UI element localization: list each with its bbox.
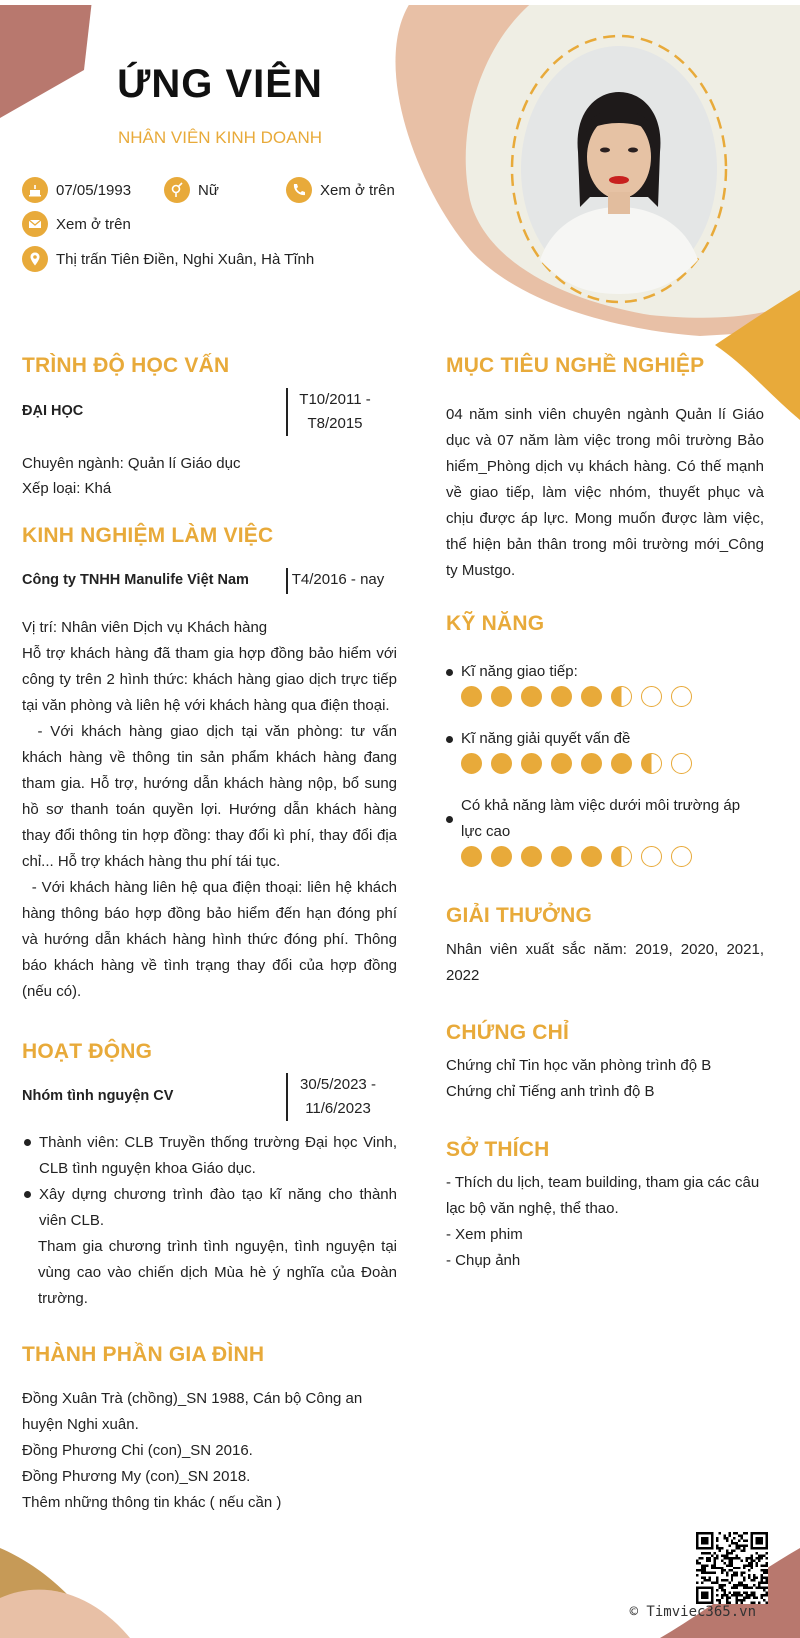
- education-degree: ĐẠI HỌC: [22, 403, 84, 419]
- rating-dot: [521, 753, 542, 774]
- map-pin-icon: [22, 246, 48, 272]
- bullet-dot: [24, 1139, 31, 1146]
- activities-date: [286, 1073, 388, 1121]
- awards-title: GIẢI THƯỞNG: [446, 904, 593, 927]
- skill-label-text: Kĩ năng giải quyết vấn đề: [461, 730, 631, 747]
- rating-dot: [641, 686, 662, 707]
- candidate-name: ỨNG VIÊN: [117, 62, 323, 106]
- skill-label-text: Có khả năng làm việc dưới môi trường áp lực cao: [461, 797, 741, 840]
- rating-dot: [671, 686, 692, 707]
- skill-item: [446, 726, 630, 752]
- education-date-end: T8/2015: [307, 415, 363, 432]
- family-line: Đồng Xuân Trà (chồng)_SN 1988, Cán bộ Công an huyện Nghi xuân.: [22, 1390, 363, 1433]
- bullet-dot: [24, 1191, 31, 1198]
- skill-rating: [461, 753, 701, 774]
- birthday-item: [22, 177, 131, 203]
- skill-rating: [461, 686, 701, 707]
- activities-extra: Tham gia chương trình tình nguyện, tình nguyện tại vùng cao vào chiến dịch Mùa hè ý nghĩa của Đoàn trường.: [38, 1238, 397, 1307]
- objective-title: MỤC TIÊU NGHỀ NGHIỆP: [446, 354, 705, 377]
- rating-dot: [551, 753, 572, 774]
- phone-icon: [286, 177, 312, 203]
- family-title: THÀNH PHẦN GIA ĐÌNH: [22, 1343, 265, 1366]
- education-date-start: T10/2011 -: [299, 391, 371, 408]
- rating-dot: [671, 846, 692, 867]
- bullet-dot: [446, 736, 453, 743]
- skills-title: KỸ NĂNG: [446, 612, 545, 635]
- phone-text: Xem ở trên: [320, 181, 395, 199]
- certificate-item: Chứng chỉ Tiếng anh trình độ B: [446, 1083, 655, 1100]
- gender-icon: [164, 177, 190, 203]
- hobbies-title: SỞ THÍCH: [446, 1138, 550, 1161]
- rating-dot: [461, 753, 482, 774]
- hobby-item: - Xem phim: [446, 1226, 523, 1243]
- email-icon: [22, 211, 48, 237]
- hobby-item: - Chụp ảnh: [446, 1252, 521, 1269]
- bullet-dot: [446, 816, 453, 823]
- experience-title: KINH NGHIỆM LÀM VIỆC: [22, 524, 274, 547]
- rating-dot: [491, 686, 512, 707]
- rating-dot: [611, 846, 632, 867]
- activities-bullet-text: Xây dựng chương trình đào tạo kĩ năng cho thành viên CLB.: [39, 1186, 397, 1229]
- rating-dot: [671, 753, 692, 774]
- rating-dot: [641, 753, 662, 774]
- bullet-dot: [446, 669, 453, 676]
- experience-role: Vị trí: Nhân viên Dịch vụ Khách hàng: [22, 619, 268, 636]
- certificates-title: CHỨNG CHỈ: [446, 1021, 570, 1044]
- family-line: Đồng Phương Chi (con)_SN 2016.: [22, 1442, 253, 1459]
- email-text: Xem ở trên: [56, 215, 131, 233]
- activities-date-end: 11/6/2023: [305, 1100, 371, 1117]
- awards-text: Nhân viên xuất sắc năm: 2019, 2020, 2021, 2022: [446, 941, 764, 984]
- experience-desc-3: - Với khách hàng liên hệ qua điện thoại: liên hệ khách hàng thông báo hợp đồng bảo hiểm đến hạn đóng phí và hướng dẫn khách hàng hình thức đóng phí. Thông báo khách hàng về tình trạng thay đổi của hợp đồng (nếu có).: [22, 879, 402, 1000]
- education-major: Chuyên ngành: Quản lí Giáo dục: [22, 455, 241, 472]
- rating-dot: [581, 686, 602, 707]
- objective-text: 04 năm sinh viên chuyên ngành Quản lí Giáo dục và 07 năm làm việc trong môi trường Bảo hiểm_Phòng dịch vụ khách hàng. Có thế mạnh về giao tiếp, làm việc nhóm, thuyết phục và chịu được áp lực. Mong muốn được làm việc, thể hiện bản thân trong môi trường mới_Công ty Mustgo.: [446, 406, 764, 579]
- cake-icon: [22, 177, 48, 203]
- activities-date-start: 30/5/2023 -: [300, 1076, 376, 1093]
- rating-dot: [611, 753, 632, 774]
- family-line: Thêm những thông tin khác ( nếu cần ): [22, 1494, 282, 1511]
- education-grade: Xếp loại: Khá: [22, 480, 112, 497]
- activities-bullet: [24, 1130, 397, 1182]
- skill-rating: [461, 846, 701, 867]
- rating-dot: [581, 846, 602, 867]
- activities-bullet: [24, 1182, 397, 1234]
- address-text: Thị trấn Tiên Điền, Nghi Xuân, Hà Tĩnh: [56, 250, 315, 268]
- activities-title: HOẠT ĐỘNG: [22, 1040, 153, 1063]
- gender-item: [164, 177, 219, 203]
- rating-dot: [551, 686, 572, 707]
- birthday-text: 07/05/1993: [56, 181, 132, 199]
- family-line: Đồng Phương My (con)_SN 2018.: [22, 1468, 251, 1485]
- rating-dot: [611, 686, 632, 707]
- footer-copyright: © Timviec365.vn: [629, 1604, 756, 1620]
- activities-org: Nhóm tình nguyện CV: [22, 1088, 174, 1104]
- skill-label-text: Kĩ năng giao tiếp:: [461, 663, 578, 680]
- address-item: [22, 246, 314, 272]
- candidate-position: NHÂN VIÊN KINH DOANH: [117, 128, 323, 147]
- skill-item: [446, 659, 578, 685]
- rating-dot: [461, 686, 482, 707]
- rating-dot: [641, 846, 662, 867]
- activities-bullet-text: Thành viên: CLB Truyền thống trường Đại học Vinh, CLB tình nguyện khoa Giáo dục.: [39, 1134, 397, 1177]
- experience-date: T4/2016 - nay: [286, 568, 388, 594]
- rating-dot: [551, 846, 572, 867]
- experience-company: Công ty TNHH Manulife Việt Nam: [22, 572, 249, 588]
- certificate-item: Chứng chỉ Tin học văn phòng trình độ B: [446, 1057, 712, 1074]
- rating-dot: [461, 846, 482, 867]
- experience-desc-1: Hỗ trợ khách hàng đã tham gia hợp đồng bảo hiểm với công ty trên 2 hình thức: khách hàng giao dịch trực tiếp tại văn phòng và liên hệ với khách hàng qua điện thoại.: [22, 645, 397, 714]
- rating-dot: [521, 686, 542, 707]
- education-date: [286, 388, 382, 436]
- rating-dot: [491, 753, 512, 774]
- email-item: [22, 211, 131, 237]
- experience-desc-2: - Với khách hàng giao dịch tại văn phòng: tư vấn khách hàng về thông tin sản phẩm khách hàng đang tham gia. Hỗ trợ, hướng dẫn khách hàng nộp, bổ sung hồ sơ thanh toán quyền lợi. Hướng dẫn khách hàng thay đổi thông tin hợp đồng: thay đổi kì phí, thay đổi địa chỉ... Hỗ trợ khách hàng thu phí tái tục.: [22, 723, 402, 870]
- qr-code: [696, 1532, 768, 1604]
- hobby-item: - Thích du lịch, team building, tham gia các câu lạc bộ văn nghệ, thể thao.: [446, 1174, 760, 1217]
- candidate-photo: [508, 32, 730, 306]
- rating-dot: [491, 846, 512, 867]
- phone-item: [286, 177, 395, 203]
- rating-dot: [521, 846, 542, 867]
- gender-text: Nữ: [198, 181, 219, 199]
- corner-shape-bottom-left-peach: [0, 1590, 130, 1638]
- skill-item: [446, 793, 746, 845]
- education-title: TRÌNH ĐỘ HỌC VẤN: [22, 354, 230, 377]
- rating-dot: [581, 753, 602, 774]
